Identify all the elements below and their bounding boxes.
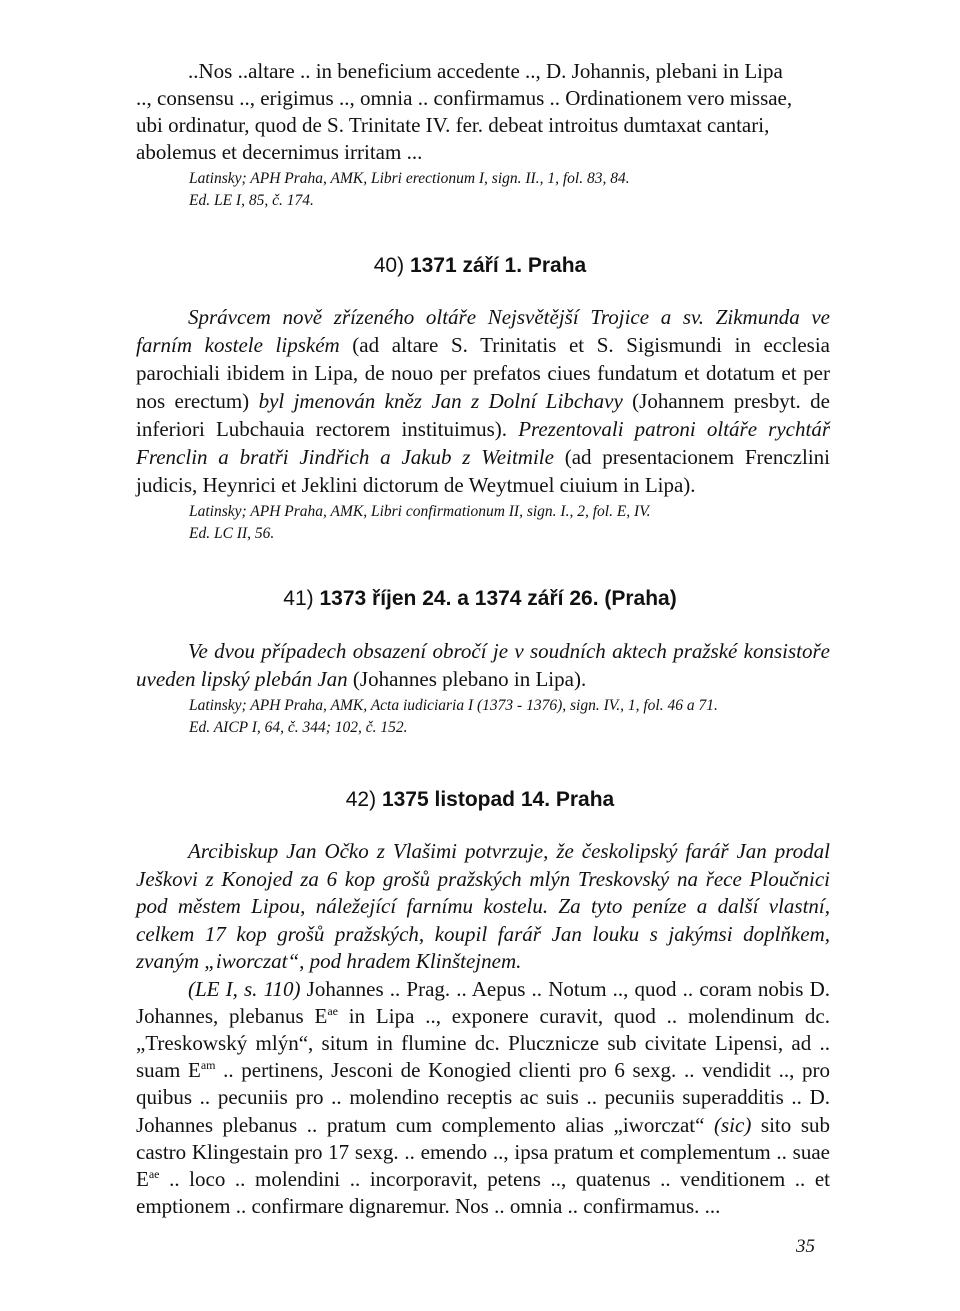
summary-italic: byl jmenován kněz Jan z Dolní Libchavy	[258, 389, 623, 413]
page-number: 35	[796, 1236, 815, 1257]
latin-part: .. pertinens, Jesconi de Konogied clienti pro 6 sexg. .. vendidit .., pro quibus .. pecuniis pro .. molendino receptis ac suis .. pecuniis superadditis .. D. Johannes plebanus .. pratum cum complemento alias „iworczat“	[136, 1058, 830, 1137]
latin-ref: (LE I, s. 110)	[188, 976, 301, 1001]
entry-number: 42)	[345, 788, 377, 811]
entry-summary: Arcibiskup Jan Očko z Vlašimi potvrzuje, že českolipský farář Jan prodal Ješkovi z Konojed za 6 kop grošů pražských mlýn Treskovský na řece Ploučnici pod městem Lipou, náležející farnímu kostelu. Za tyto peníze a další vlastní, celkem 17 kop grošů pražských, koupil farář Jan louku s jakýmsi doplňkem, zvaným „iworczat“, pod hradem Klinštejnem.	[136, 839, 830, 973]
summary-italic: Správcem nově zřízeného oltáře Nejsvětější Trojice a sv. Zikmunda ve farním kostele lipském	[136, 305, 830, 357]
entry-summary	[136, 303, 830, 499]
summary-italic: Ve dvou případech obsazení obročí je v soudních aktech pražské konsistoře uveden lipský plebán Jan	[136, 639, 830, 691]
intro-line: ubi ordinatur, quod de S. Trinitate IV. fer. debeat introitus dumtaxat cantari,	[136, 113, 770, 137]
latin-sup: am	[200, 1058, 216, 1073]
intro-block	[136, 58, 830, 212]
entry-summary	[136, 637, 830, 693]
latin-part: in Lipa .., exponere curavit, quod .. molendinum dc. „Treskowský mlýn“, situm in flumine dc. Plucznicze sub civitate Lipensi, ad .. suam E	[136, 1003, 831, 1083]
entry-number: 40)	[373, 254, 405, 277]
intro-line: .., consensu .., erigimus .., omnia .. confirmamus .. Ordinationem vero missae,	[136, 86, 793, 110]
entry-number: 41)	[283, 587, 314, 610]
latin-part: .. loco .. molendini .. incorporavit, petens .., quatenus .. venditionem .. et emptionem .. confirmare dignaremur. Nos .. omnia .. confirmamus. ...	[136, 1166, 830, 1219]
entry-block	[136, 637, 830, 739]
intro-edition: Ed. LE I, 85, č. 174.	[189, 192, 314, 209]
entry-edition: Ed. LC II, 56.	[189, 525, 275, 542]
summary-latin: (ad presentacionem Frenczlini judicis, Heynrici et Jeklini dictorum de Weytmuel ciuium in Lipa).	[136, 445, 830, 497]
latin-sup: ae	[148, 1166, 160, 1181]
entry-date: 1371 září 1. Praha	[409, 254, 587, 277]
entry-edition: Ed. AICP I, 64, č. 344; 102, č. 152.	[189, 719, 408, 736]
summary-latin: (Johannem presbyt. de inferiori Lubchauia rectorem instituimus).	[136, 389, 830, 441]
entry-block	[136, 303, 830, 545]
latin-sic: (sic)	[714, 1112, 752, 1137]
entry-date: 1375 listopad 14. Praha	[381, 788, 615, 811]
summary-latin: (Johannes plebano in Lipa).	[347, 667, 587, 691]
entry-source: Latinsky; APH Praha, AMK, Libri confirmationum II, sign. I., 2, fol. E, IV.	[189, 503, 651, 520]
entry-source: Latinsky; APH Praha, AMK, Acta iudiciaria I (1373 - 1376), sign. IV., 1, fol. 46 a 71.	[189, 697, 718, 714]
latin-part: sito sub castro Klingestain pro 17 sexg. .. emendo .., ipsa pratum et complementum .. suae E	[136, 1112, 830, 1191]
entry-heading	[0, 786, 960, 813]
latin-part: Johannes .. Prag. .. Aepus .. Notum .., quod .. coram nobis D. Johannes, plebanus E	[136, 976, 830, 1028]
entry-latin-text	[136, 976, 830, 1221]
entry-block	[136, 838, 830, 1220]
intro-line: abolemus et decernimus irritam ...	[136, 140, 423, 164]
summary-italic: Prezentovali patroni oltáře rychtář Frenclin a bratři Jindřich a Jakub z Weitmile	[136, 417, 830, 469]
intro-source: Latinsky; APH Praha, AMK, Libri erectionum I, sign. II., 1, fol. 83, 84.	[189, 170, 630, 187]
intro-line: ..Nos ..altare .. in beneficium accedente .., D. Johannis, plebani in Lipa	[188, 59, 783, 83]
entry-heading	[0, 252, 960, 279]
latin-sup: ae	[327, 1003, 338, 1018]
entry-date: 1373 říjen 24. a 1374 září 26. (Praha)	[319, 587, 677, 610]
summary-latin: (ad altare S. Trinitatis et S. Sigismundi in ecclesia parochiali ibidem in Lipa, de nouo per prefatos ciues fundatum et dotatum et per nos erectum)	[136, 333, 830, 413]
entry-heading	[0, 585, 960, 612]
